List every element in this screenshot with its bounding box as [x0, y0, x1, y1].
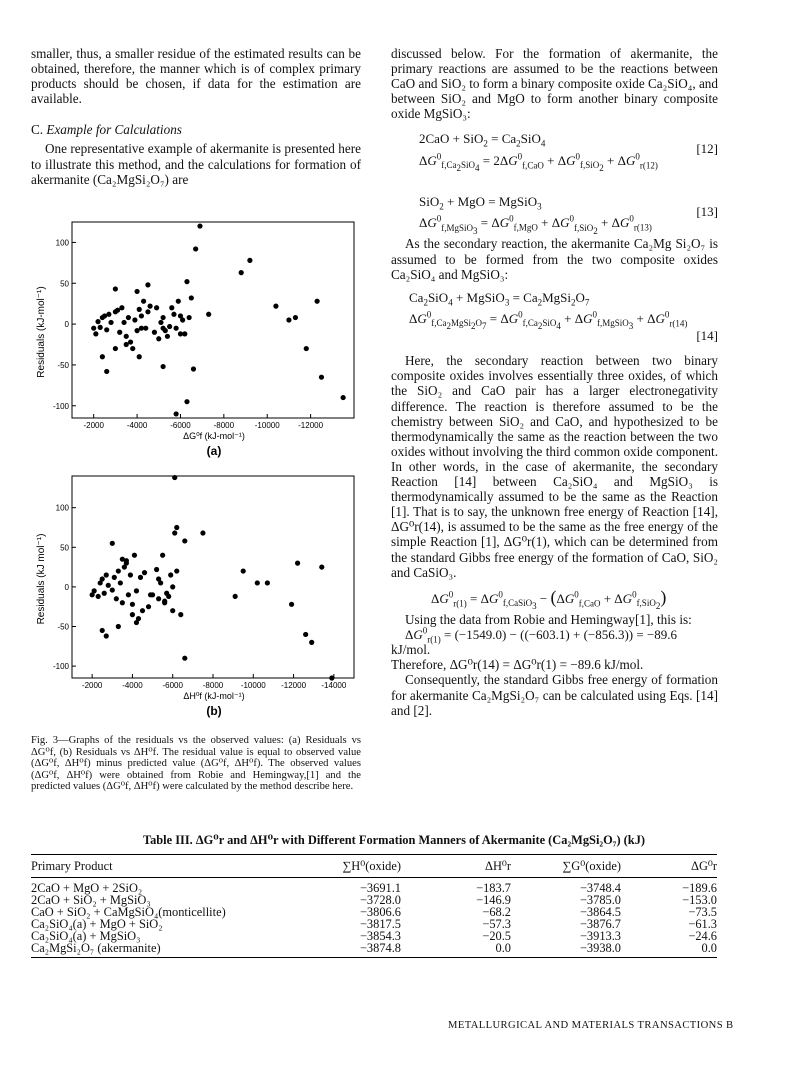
data-point [176, 299, 181, 304]
data-point [329, 675, 334, 680]
data-point [146, 604, 151, 609]
table-cell: −3913.3 [579, 929, 621, 943]
data-point [106, 312, 111, 317]
data-point [152, 330, 157, 335]
equation-number: [14] [696, 328, 718, 344]
data-point [289, 602, 294, 607]
data-point [121, 320, 126, 325]
chart-b [28, 474, 358, 719]
data-point [92, 588, 97, 593]
data-point [184, 399, 189, 404]
data-point [142, 570, 147, 575]
data-point [161, 315, 166, 320]
y-tick-label: 100 [55, 503, 69, 513]
plot-frame [72, 222, 354, 418]
y-tick-label: 100 [55, 238, 69, 248]
table-row [31, 878, 717, 895]
data-point [247, 258, 252, 263]
table-cell: Ca₂SiO₄(a) + MgO + SiO₂ [31, 917, 163, 931]
table-cell: −3817.5 [359, 917, 401, 931]
data-point [145, 309, 150, 314]
data-point [160, 553, 165, 558]
table-cell: −3854.3 [359, 929, 401, 943]
table-header-row [31, 855, 717, 878]
data-point [112, 575, 117, 580]
x-tick-label: -8000 [202, 681, 224, 690]
data-point [154, 567, 159, 572]
column-header: Primary Product [31, 855, 291, 878]
y-tick-label: -50 [57, 622, 69, 632]
equation-14: $Ca_2SiO_4$ + MgSiO$_3$ = $Ca_2MgSi_2O_7$ $\Delta G^0_{f,Ca_2MgSi_2O_7} = \Delta G^0_{f,Ca_2SiO_4} + \Delta G^0_{f,MgSiO_3} + \Delta G^0_{r(14)}$ [14] [409, 289, 718, 344]
section-heading [31, 122, 361, 137]
table-cell: −3728.0 [359, 893, 401, 907]
data-point [138, 575, 143, 580]
data-point [100, 354, 105, 359]
table-iii [31, 832, 717, 958]
column-header: ΔH⁰r [401, 855, 511, 878]
table-title: Table III. ΔG⁰r and ΔH⁰r with Different Formation Manners of Akermanite (Ca₂MgSi₂O₇) (kJ) [142, 833, 646, 847]
table-cell: CaO + SiO₂ + CaMgSiO₄(monticellite) [31, 905, 226, 919]
data-point [273, 304, 278, 309]
data-point [96, 594, 101, 599]
data-point [170, 608, 175, 613]
data-point [108, 320, 113, 325]
data-point [100, 628, 105, 633]
y-tick-label: -50 [57, 360, 69, 370]
y-axis-label: Residuals (kJ-mol⁻¹) [36, 286, 47, 378]
data-point [137, 354, 142, 359]
data-point [110, 541, 115, 546]
data-table [31, 854, 717, 958]
data-point [170, 584, 175, 589]
column-header: ∑G⁰(oxide) [511, 855, 621, 878]
x-axis-label: ΔG⁰f (kJ-mol⁻¹) [183, 431, 245, 441]
data-point [126, 592, 131, 597]
data-point [124, 334, 129, 339]
table-cell: 0.0 [401, 942, 511, 958]
data-point [93, 331, 98, 336]
data-point [130, 612, 135, 617]
data-point [104, 572, 109, 577]
x-tick-label: -12000 [298, 421, 324, 430]
data-point [132, 553, 137, 558]
data-point [106, 583, 111, 588]
table-cell: −3938.0 [511, 942, 621, 958]
data-point [95, 319, 100, 324]
data-point [161, 326, 166, 331]
data-point [295, 561, 300, 566]
chart-a [28, 220, 358, 458]
y-tick-label: 50 [60, 543, 69, 553]
table-cell: −3748.4 [579, 881, 621, 895]
equation-value: $\Delta G^0_{r(1)} = (-1549.0) - ((-603.1) + (-856.3)) = -89.6$ [405, 625, 678, 645]
data-point [178, 313, 183, 318]
x-axis-label: ΔH⁰f (kJ-mol⁻¹) [183, 691, 245, 701]
data-point [319, 564, 324, 569]
data-point [141, 299, 146, 304]
data-point [120, 600, 125, 605]
table-cell: −3874.8 [291, 942, 401, 958]
y-tick-label: 0 [64, 320, 69, 330]
data-point [241, 568, 246, 573]
table-cell: −61.3 [688, 917, 717, 931]
equation-13: SiO$_2$ + MgO = MgSiO$_3$ $\Delta G^0_{f,MgSiO_3} = \Delta G^0_{f,MgO} + \Delta G^0_{f,SiO_2} + \Delta G^0_{r(13)}$ [13] [419, 193, 718, 236]
data-point [124, 342, 129, 347]
paragraph: Therefore, ΔG⁰r(14) = ΔG⁰r(1) = −89.6 kJ/mol. [391, 657, 644, 673]
data-point [309, 640, 314, 645]
data-point [134, 620, 139, 625]
data-point [184, 279, 189, 284]
section-label: C. [31, 122, 44, 138]
data-point [139, 326, 144, 331]
data-point [134, 588, 139, 593]
data-point [126, 315, 131, 320]
table-row [31, 942, 717, 958]
data-point [165, 334, 170, 339]
data-point [104, 633, 109, 638]
table-cell: −24.6 [688, 929, 717, 943]
data-point [91, 326, 96, 331]
data-point [145, 282, 150, 287]
data-point [304, 346, 309, 351]
scatter-plot-a [28, 220, 358, 458]
data-point [139, 313, 144, 318]
x-tick-label: -4000 [122, 681, 143, 690]
data-point [130, 602, 135, 607]
left-column [31, 46, 361, 187]
paragraph: Consequently, the standard Gibbs free energy of formation for akermanite Ca₂MgSi₂O₇ can be calculated using Eqs. [14] and [2]. [391, 672, 718, 718]
y-tick-label: -100 [52, 662, 69, 672]
equation-r1: $\Delta G^0_{r(1)} = \Delta G^0_{f,CaSiO_3} - (\Delta G^0_{f,CaO} + \Delta G^0_{f,SiO_2})$ [431, 586, 667, 612]
x-tick-label: -14000 [321, 681, 347, 690]
table-cell: 2CaO + SiO₂ + MgSiO₃ [31, 893, 151, 907]
x-tick-label: -4000 [126, 421, 148, 430]
table-cell: −3864.5 [579, 905, 621, 919]
y-axis-label: Residuals (kJ mol⁻¹) [36, 533, 47, 625]
data-point [174, 568, 179, 573]
data-point [118, 580, 123, 585]
table-cell: −3785.0 [579, 893, 621, 907]
data-point [174, 525, 179, 530]
data-point [113, 346, 118, 351]
data-point [303, 632, 308, 637]
data-point [206, 312, 211, 317]
paragraph: One representative example of akermanite is presented here to illustrate this method, and the calculations for formation of akermanite (Ca₂MgSi₂O₇) are [31, 141, 361, 187]
data-point [178, 612, 183, 617]
x-tick-label: -6000 [170, 421, 191, 430]
unit-line: kJ/mol. [391, 642, 431, 658]
data-point [191, 366, 196, 371]
panel-label: (b) [206, 704, 222, 718]
table-cell: −3876.7 [579, 917, 621, 931]
table-cell: Ca₂MgSi₂O₇ (akermanite) [31, 942, 291, 958]
data-point [158, 320, 163, 325]
paragraph: smaller, thus, a smaller residue of the estimated results can be obtained, therefore, the manner which is of complex primary products should be chosen, if data for the estimation are available. [31, 46, 361, 107]
table-cell: 2CaO + MgO + 2SiO₂ [31, 881, 143, 895]
data-point [172, 475, 177, 480]
equation-number: [13] [696, 203, 718, 219]
table-cell: −189.6 [682, 881, 717, 895]
x-tick-label: -6000 [162, 681, 183, 690]
x-tick-label: -10000 [240, 681, 266, 690]
table-cell: −20.5 [482, 929, 511, 943]
y-tick-label: 0 [64, 582, 69, 592]
section-title: Example for Calculations [46, 122, 182, 138]
data-point [189, 295, 194, 300]
data-point [187, 315, 192, 320]
data-point [110, 587, 115, 592]
data-point [255, 580, 260, 585]
data-point [116, 624, 121, 629]
data-point [128, 572, 133, 577]
table-cell: −183.7 [476, 881, 511, 895]
y-tick-label: 50 [60, 279, 69, 289]
table-cell: −3806.6 [359, 905, 401, 919]
equation-12: $2CaO + SiO_2 = Ca_2SiO_4$ $\Delta G^0_{f,Ca_2SiO_4} = 2\Delta G^0_{f,CaO} + \Delta G^0_{f,SiO_2} + \Delta G^0_{r(12)}$ [12] [419, 131, 718, 173]
table-cell: 0.0 [621, 942, 717, 958]
data-point [168, 572, 173, 577]
table-cell: Ca₂SiO₄(a) + MgSiO₃ [31, 929, 141, 943]
data-point [117, 330, 122, 335]
table-cell: −57.3 [482, 917, 511, 931]
data-point [319, 375, 324, 380]
data-point [156, 576, 161, 581]
data-point [182, 538, 187, 543]
data-point [100, 576, 105, 581]
x-tick-label: -8000 [213, 421, 235, 430]
data-point [182, 331, 187, 336]
data-point [169, 305, 174, 310]
column-header: ΔG⁰r [621, 855, 717, 878]
figure-caption: Fig. 3—Graphs of the residuals vs the observed values: (a) Residuals vs ΔG⁰f, (b) Residuals vs ΔH⁰f. The residual value is equal to observed value (ΔG⁰f, ΔH⁰f) minus predicted value (ΔG⁰f, ΔH⁰f). The observed values (ΔG⁰f, ΔH⁰f) were obtained from Robie and Hemingway,[1] and the predicted values (ΔG⁰f, ΔH⁰f) were calculated by the method describe here. [31, 735, 361, 792]
panel-label: (a) [206, 444, 222, 458]
column-header: ∑H⁰(oxide) [291, 855, 401, 878]
data-point [120, 557, 125, 562]
paragraph: Using the data from Robie and Hemingway[1], this is: [405, 612, 692, 628]
data-point [154, 305, 159, 310]
x-tick-label: -2000 [81, 681, 103, 690]
data-point [102, 591, 107, 596]
x-tick-label: -10000 [254, 421, 280, 430]
data-point [114, 596, 119, 601]
data-point [98, 325, 103, 330]
equation-number: [12] [696, 141, 718, 157]
table-cell: −146.9 [476, 893, 511, 907]
data-point [171, 312, 176, 317]
paragraph: Here, the secondary reaction between two binary composite oxides involves essentially three oxides, of which the SiO₂ and CaO pair has a larger electronegativity difference. The reaction is therefore assumed to be the chemistry between SiO₂ and CaO, and hypothesized to be thermodynamically the same as the reaction between the two oxides without involving the third common oxide component. In other words, in the case of akermanite, the secondary Reaction [14] between Ca₂SiO₄ and MgSiO₃ is thermodynamically assumed to be the same as the Reaction [1]. That is to say, the unknown free energy of Reaction [14], ΔG⁰r(14), is assumed to be the same as the free energy of the simple Reaction [1], ΔG⁰r(1), which can be determined from the standard Gibbs free energy of the formation of CaO, SiO₂ and CaSiO₃. [391, 353, 718, 580]
data-point [162, 599, 167, 604]
data-point [233, 594, 238, 599]
data-point [148, 592, 153, 597]
data-point [104, 369, 109, 374]
table-cell: −153.0 [682, 893, 717, 907]
right-column [391, 46, 718, 718]
data-point [156, 596, 161, 601]
data-point [182, 656, 187, 661]
data-point [166, 594, 171, 599]
data-point [130, 346, 135, 351]
data-point [134, 289, 139, 294]
data-point [116, 568, 121, 573]
x-tick-label: -12000 [281, 681, 307, 690]
data-point [265, 580, 270, 585]
data-point [172, 530, 177, 535]
data-point [140, 608, 145, 613]
data-point [104, 327, 109, 332]
table-cell: −73.5 [688, 905, 717, 919]
journal-footer: METALLURGICAL AND MATERIALS TRANSACTIONS B [448, 1020, 734, 1031]
x-tick-label: -2000 [83, 421, 104, 430]
paragraph: discussed below. For the formation of akermanite, the primary reactions are assumed to be the reactions between CaO and SiO₂ to form a binary composite oxide Ca₂SiO₄, and between SiO₂ and MgO to form another binary composite oxide MgSiO₃: [391, 46, 718, 122]
paragraph: As the secondary reaction, the akermanite Ca₂Mg Si₂O₇ is assumed to be formed from the two composite oxides Ca₂SiO₄ and MgSiO₃: [391, 236, 718, 282]
data-point [119, 305, 124, 310]
data-point [113, 286, 118, 291]
data-point [147, 304, 152, 309]
data-point [137, 307, 142, 312]
scatter-plot-b [28, 474, 358, 719]
data-point [161, 364, 166, 369]
table-cell: −68.2 [482, 905, 511, 919]
data-point [341, 395, 346, 400]
data-point [132, 317, 137, 322]
data-point [286, 317, 291, 322]
data-point [193, 246, 198, 251]
data-point [174, 326, 179, 331]
data-point [315, 299, 320, 304]
table-cell: −3691.1 [359, 881, 401, 895]
data-point [200, 530, 205, 535]
data-point [156, 336, 161, 341]
data-point [197, 223, 202, 228]
data-point [239, 270, 244, 275]
data-point [293, 315, 298, 320]
data-point [174, 411, 179, 416]
data-point [167, 324, 172, 329]
y-tick-label: -100 [52, 401, 69, 411]
